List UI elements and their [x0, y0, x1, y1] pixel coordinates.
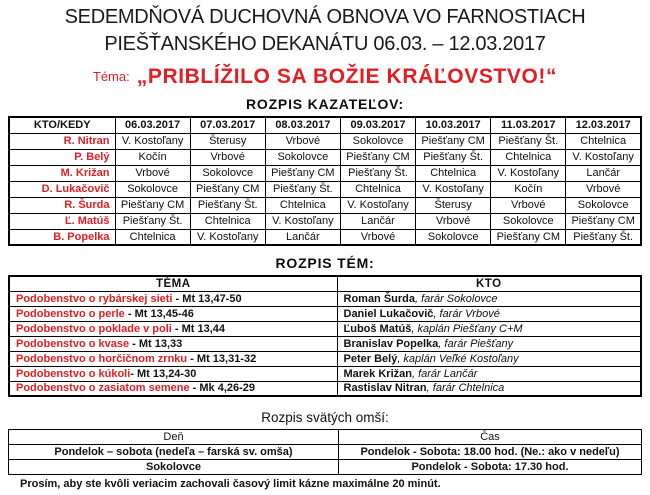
title-line-2: PIEŠŤANSKÉHO DEKANÁTU 06.03. – 12.03.2017 [104, 33, 546, 55]
document-title [8, 4, 642, 58]
preacher-row [9, 197, 641, 213]
theme-text: Podobenstvo o zasiatom semene [16, 382, 190, 395]
place-cell: Piešťany Št. [340, 165, 415, 181]
who-cell [337, 291, 641, 306]
theme-row [9, 306, 641, 321]
theme-cell [9, 306, 337, 321]
place-cell: Piešťany Št. [115, 213, 190, 229]
who-name: Peter Belý [343, 352, 398, 365]
who-role: , farár Lančár [411, 367, 478, 380]
who-role: , farár Piešťany [438, 337, 514, 350]
masses-heading: Rozpis svätých omší: [261, 410, 389, 425]
place-cell: Lančár [265, 229, 340, 245]
place-cell: V. Kostoľany [491, 165, 566, 181]
place-cell: Šterusy [190, 133, 265, 149]
date-header-cell: 07.03.2017 [190, 117, 265, 133]
place-cell: V. Kostoľany [265, 213, 340, 229]
scripture-ref: - Mt 13,31-32 [187, 352, 257, 365]
theme-title: „PRIBLÍŽILO SA BOŽIE KRÁĽOVSTVO!“ [136, 65, 558, 88]
who-name: Roman Šurda [343, 292, 416, 305]
place-cell: Vrbové [340, 229, 415, 245]
scripture-ref: - Mt 13,47-50 [172, 292, 242, 305]
who-role: , farár Chtelnica [426, 382, 505, 395]
who-when-header-cell: KTO/KEDY [9, 117, 115, 133]
place-cell: Sokolovce [265, 149, 340, 165]
place-cell: Sokolovce [190, 165, 265, 181]
who-name: Branislav Popelka [343, 337, 439, 350]
place-cell: Sokolovce [416, 229, 491, 245]
theme-row [9, 291, 641, 306]
place-cell: Piešťany Št. [190, 197, 265, 213]
place-cell: Piešťany CM [340, 149, 415, 165]
preacher-name-cell: M. Križan [9, 165, 115, 181]
preacher-name-cell: R. Nitran [9, 133, 115, 149]
date-header-cell: 10.03.2017 [416, 117, 491, 133]
theme-text: Podobenstvo o poklade v poli [16, 322, 172, 335]
theme-cell [9, 351, 337, 366]
who-role: , farár Vrbové [433, 307, 500, 320]
title-line-1: SEDEMDŇOVÁ DUCHOVNÁ OBNOVA VO FARNOSTIACH [64, 6, 586, 28]
place-cell: Piešťany Št. [491, 133, 566, 149]
preacher-name-cell: P. Belý [9, 149, 115, 165]
theme-row [9, 366, 641, 381]
preachers-table [8, 116, 642, 246]
day-cell: Sokolovce [9, 460, 339, 475]
place-cell: Vrbové [190, 149, 265, 165]
who-cell [337, 336, 641, 351]
place-cell: Chtelnica [491, 149, 566, 165]
place-cell: Sokolovce [115, 181, 190, 197]
theme-row [9, 336, 641, 351]
place-cell: Chtelnica [190, 213, 265, 229]
place-cell: Vrbové [416, 213, 491, 229]
preacher-name-cell: Ľ. Matúš [9, 213, 115, 229]
place-cell: Sokolovce [566, 197, 641, 213]
preachers-header-row [9, 117, 641, 133]
preacher-row [9, 181, 641, 197]
who-role: , farár Sokolovce [415, 292, 498, 305]
who-cell [337, 351, 641, 366]
place-cell: Chtelnica [265, 197, 340, 213]
date-header-cell: 06.03.2017 [115, 117, 190, 133]
preachers-heading: ROZPIS KAZATEĽOV: [245, 96, 404, 112]
place-cell: V. Kostoľany [566, 149, 641, 165]
place-cell: Lančár [340, 213, 415, 229]
who-name: Rastislav Nitran [343, 382, 427, 395]
who-cell [337, 366, 641, 381]
theme-cell [9, 366, 337, 381]
time-cell: Pondelok - Sobota: 18.00 hod. (Ne.: ako v nedeľu) [339, 445, 642, 460]
preacher-name-cell: R. Šurda [9, 197, 115, 213]
place-cell: Vrbové [265, 133, 340, 149]
theme-cell [9, 381, 337, 396]
theme-text: Podobenstvo o horčičnom zrnku [16, 352, 188, 365]
theme-cell [9, 321, 337, 336]
scripture-ref: - Mt 13,24-30 [130, 367, 197, 380]
place-cell: Chtelnica [115, 229, 190, 245]
place-cell: Vrbové [491, 197, 566, 213]
who-role: , kaplán Veľké Kostoľany [397, 352, 519, 365]
place-cell: Šterusy [416, 197, 491, 213]
preacher-row [9, 133, 641, 149]
theme-line [8, 65, 642, 89]
place-cell: V. Kostoľany [115, 133, 190, 149]
theme-cell [9, 336, 337, 351]
theme-row [9, 351, 641, 366]
theme-text: Podobenstvo o perle [16, 307, 125, 320]
theme-cell [9, 291, 337, 306]
preacher-name-cell: D. Lukačovič [9, 181, 115, 197]
who-name: Marek Križan [343, 367, 412, 380]
place-cell: Piešťany Št. [265, 181, 340, 197]
place-cell: Vrbové [115, 165, 190, 181]
scripture-ref: - Mt 13,33 [129, 337, 183, 350]
place-cell: Piešťany CM [491, 229, 566, 245]
place-cell: Chtelnica [340, 181, 415, 197]
scripture-ref: - Mt 13,44 [171, 322, 226, 335]
place-cell: Sokolovce [491, 213, 566, 229]
theme-text: Podobenstvo o rybárskej sieti [16, 292, 173, 305]
who-name: Daniel Lukačovič [343, 307, 434, 320]
theme-header-cell: TÉMA [9, 276, 337, 291]
footer-note: Prosím, aby ste kvôli veriacim zachovali časový limit kázne maximálne 20 minút. [20, 478, 441, 490]
place-cell: Piešťany Št. [416, 149, 491, 165]
place-cell: Vrbové [566, 181, 641, 197]
date-header-cell: 08.03.2017 [265, 117, 340, 133]
theme-text: Podobenstvo o kúkoli [16, 367, 131, 380]
mass-row [9, 460, 642, 475]
place-cell: Lančár [566, 165, 641, 181]
who-cell [337, 381, 641, 396]
place-cell: Piešťany CM [115, 197, 190, 213]
place-cell: Chtelnica [416, 165, 491, 181]
place-cell: Piešťany Št. [566, 229, 641, 245]
masses-header-row [9, 430, 642, 445]
place-cell: Piešťany CM [190, 181, 265, 197]
scripture-ref: - Mt 13,45-46 [124, 307, 194, 320]
date-header-cell: 12.03.2017 [566, 117, 641, 133]
preacher-row [9, 165, 641, 181]
place-cell: Piešťany CM [416, 133, 491, 149]
place-cell: V. Kostoľany [416, 181, 491, 197]
place-cell: Kočín [115, 149, 190, 165]
theme-text: Podobenstvo o kvase [16, 337, 130, 350]
who-cell [337, 321, 641, 336]
themes-table [8, 275, 642, 397]
date-header-cell: 09.03.2017 [340, 117, 415, 133]
place-cell: Piešťany CM [265, 165, 340, 181]
masses-table [8, 429, 642, 475]
who-header-cell: KTO [337, 276, 641, 291]
time-header-cell: Čas [339, 430, 642, 445]
mass-row [9, 445, 642, 460]
theme-row [9, 381, 641, 396]
place-cell: Piešťany CM [566, 213, 641, 229]
preacher-row [9, 213, 641, 229]
preacher-row [9, 149, 641, 165]
theme-row [9, 321, 641, 336]
date-header-cell: 11.03.2017 [491, 117, 566, 133]
who-cell [337, 306, 641, 321]
themes-header-row [9, 276, 641, 291]
preacher-name-cell: B. Popelka [9, 229, 115, 245]
theme-label: Téma: [92, 69, 130, 84]
scripture-ref: - Mk 4,26-29 [189, 382, 256, 395]
themes-heading: ROZPIS TÉM: [275, 255, 375, 271]
preacher-row [9, 229, 641, 245]
place-cell: Sokolovce [340, 133, 415, 149]
place-cell: V. Kostoľany [190, 229, 265, 245]
time-cell: Pondelok - Sobota: 17.30 hod. [339, 460, 642, 475]
who-name: Ľuboš Matúš [343, 322, 412, 335]
place-cell: Chtelnica [566, 133, 641, 149]
day-header-cell: Deň [9, 430, 339, 445]
place-cell: V. Kostoľany [340, 197, 415, 213]
day-cell: Pondelok – sobota (nedeľa – farská sv. omša) [9, 445, 339, 460]
who-role: , kaplán Piešťany C+M [411, 322, 523, 335]
place-cell: Kočín [491, 181, 566, 197]
